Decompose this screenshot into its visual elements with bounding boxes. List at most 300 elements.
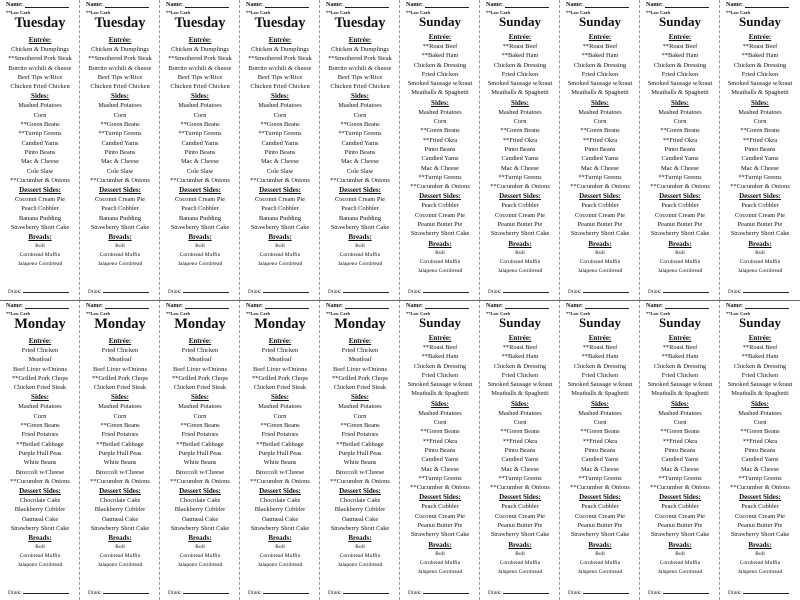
menu-item-entrees[interactable]: Fried Chicken — [261, 347, 299, 354]
menu-item-desserts[interactable]: Coconut Cream Pie — [734, 211, 786, 219]
menu-item-sides[interactable]: **Turnip Greens — [418, 474, 462, 482]
menu-item-sides[interactable]: **Fried Okra — [742, 437, 778, 445]
drink-line[interactable] — [343, 589, 389, 594]
menu-item-desserts[interactable]: Strawberry Short Cake — [650, 230, 710, 238]
menu-item-entrees[interactable]: Meatloaf — [188, 356, 212, 364]
menu-item-entrees[interactable]: Chicken Fried Chicken — [90, 83, 150, 91]
menu-item-sides[interactable]: Corn — [433, 118, 447, 126]
menu-item-sides[interactable]: **Green Beans — [420, 127, 460, 135]
menu-item-entrees[interactable]: Meatballs & Spaghetti — [411, 390, 469, 398]
menu-item-entrees[interactable]: Meatballs & Spaghetti — [491, 390, 549, 398]
menu-item-sides[interactable]: Mashed Potatoes — [18, 102, 62, 110]
menu-item-breads[interactable]: Cornbread Muffin — [19, 553, 61, 560]
menu-item-entrees[interactable]: Chicken & Dressing — [493, 362, 547, 370]
menu-item-breads[interactable]: Cornbread Muffin — [259, 252, 301, 259]
menu-item-desserts[interactable]: Peach Cobbler — [21, 205, 59, 213]
name-line[interactable] — [585, 2, 629, 8]
menu-item-desserts[interactable]: Coconut Cream Pie — [574, 211, 626, 219]
menu-item-sides[interactable]: **Cucumber & Onions — [650, 484, 710, 492]
menu-item-desserts[interactable]: Coconut Cream Pie — [174, 196, 226, 204]
menu-item-entrees[interactable]: **Smothered Pork Steak — [88, 55, 152, 63]
menu-item-sides[interactable]: Pinto Beans — [744, 145, 776, 153]
menu-item-entrees[interactable]: **Baked Ham — [501, 353, 539, 361]
menu-item-sides[interactable]: **Turnip Greens — [418, 173, 462, 181]
menu-item-sides[interactable]: Corn — [593, 118, 607, 126]
menu-item-breads[interactable]: Roll — [515, 550, 525, 557]
menu-item-desserts[interactable]: Coconut Cream Pie — [14, 196, 66, 204]
menu-item-entrees[interactable]: Meatballs & Spaghetti — [651, 390, 709, 398]
menu-item-sides[interactable]: Mashed Potatoes — [658, 409, 702, 417]
menu-item-desserts[interactable]: Strawberry Short Cake — [90, 525, 150, 533]
menu-item-sides[interactable]: Mashed Potatoes — [418, 108, 462, 116]
menu-item-desserts[interactable]: Coconut Cream Pie — [494, 211, 546, 219]
name-line[interactable] — [505, 2, 549, 8]
menu-item-sides[interactable]: **Green Beans — [20, 422, 60, 430]
menu-item-entrees[interactable]: Beef Tips w/Rice — [97, 73, 143, 81]
menu-item-desserts[interactable]: Oatmeal Cake — [181, 515, 219, 523]
menu-item-sides[interactable]: Mashed Potatoes — [258, 403, 302, 411]
menu-item-sides[interactable]: **Green Beans — [660, 428, 700, 436]
menu-item-sides[interactable]: Broccoli w/Cheese — [95, 468, 145, 476]
menu-item-sides[interactable]: Mashed Potatoes — [738, 108, 782, 116]
menu-item-desserts[interactable]: Peach Cobbler — [581, 202, 619, 210]
menu-item-sides[interactable]: Broccoli w/Cheese — [15, 468, 65, 476]
menu-item-sides[interactable]: White Beans — [263, 459, 297, 467]
menu-item-entrees[interactable]: Meatloaf — [28, 356, 52, 364]
menu-item-sides[interactable]: **Cucumber & Onions — [730, 484, 790, 492]
menu-item-entrees[interactable]: Chicken & Dressing — [653, 362, 707, 370]
menu-item-sides[interactable]: Mac & Cheese — [261, 158, 299, 166]
menu-item-sides[interactable]: Pinto Beans — [664, 145, 696, 153]
menu-item-sides[interactable]: Corn — [193, 111, 207, 119]
menu-item-sides[interactable]: Mashed Potatoes — [338, 102, 382, 110]
menu-item-sides[interactable]: Mac & Cheese — [181, 158, 219, 166]
menu-item-entrees[interactable]: **Smothered Pork Steak — [8, 55, 72, 63]
menu-item-sides[interactable]: **Green Beans — [180, 121, 220, 129]
menu-item-sides[interactable]: **Cucumber & Onions — [10, 477, 70, 485]
menu-item-entrees[interactable]: **Roast Beef — [502, 344, 538, 351]
drink-line[interactable] — [103, 589, 149, 594]
menu-item-sides[interactable]: Candied Yams — [661, 155, 699, 163]
menu-item-desserts[interactable]: Strawberry Short Cake — [570, 230, 630, 238]
menu-item-sides[interactable]: Mashed Potatoes — [258, 102, 302, 110]
menu-item-entrees[interactable]: Chicken & Dumplings — [11, 46, 69, 53]
menu-item-breads[interactable]: Jalapeno Cornbread — [737, 568, 783, 575]
menu-item-sides[interactable]: Mashed Potatoes — [578, 409, 622, 417]
menu-item-entrees[interactable]: Burrito w/chili & cheese — [88, 64, 152, 72]
name-line[interactable] — [105, 303, 149, 309]
menu-item-sides[interactable]: Pinto Beans — [504, 145, 536, 153]
menu-item-breads[interactable]: Roll — [35, 243, 45, 250]
menu-item-entrees[interactable]: Fried Chicken — [501, 371, 539, 379]
menu-item-sides[interactable]: White Beans — [23, 459, 57, 467]
menu-item-sides[interactable]: **Green Beans — [100, 121, 140, 129]
menu-item-entrees[interactable]: Beef Liver w/Onions — [173, 365, 227, 373]
menu-item-sides[interactable]: Candied Yams — [501, 155, 539, 163]
menu-item-entrees[interactable]: **Smothered Pork Steak — [328, 55, 392, 63]
menu-item-desserts[interactable]: Peanut Butter Pie — [577, 221, 623, 229]
menu-item-entrees[interactable]: Meatballs & Spaghetti — [571, 390, 629, 398]
menu-item-entrees[interactable]: Fried Chicken — [741, 70, 779, 78]
menu-item-sides[interactable]: Fried Potatoes — [341, 431, 379, 439]
menu-item-entrees[interactable]: Chicken & Dumplings — [91, 46, 149, 53]
menu-item-sides[interactable]: Mac & Cheese — [581, 164, 619, 172]
menu-item-breads[interactable]: Jalapeno Cornbread — [417, 267, 463, 274]
menu-item-desserts[interactable]: Peanut Butter Pie — [497, 522, 543, 530]
menu-item-breads[interactable]: Cornbread Muffin — [579, 258, 621, 265]
menu-item-entrees[interactable]: **Smothered Pork Steak — [248, 55, 312, 63]
menu-item-sides[interactable]: **Cucumber & Onions — [490, 484, 550, 492]
menu-item-sides[interactable]: Purple Hull Peas — [18, 449, 62, 457]
menu-item-sides[interactable]: Candied Yams — [421, 456, 459, 464]
menu-item-sides[interactable]: Candied Yams — [261, 139, 299, 147]
menu-item-sides[interactable]: Corn — [353, 412, 367, 420]
name-line[interactable] — [745, 303, 789, 309]
drink-line[interactable] — [263, 288, 309, 293]
menu-item-breads[interactable]: Roll — [595, 550, 605, 557]
menu-item-sides[interactable]: Pinto Beans — [264, 148, 296, 156]
menu-item-sides[interactable]: **Boiled Cabbage — [336, 440, 384, 448]
menu-item-entrees[interactable]: Meatballs & Spaghetti — [571, 89, 629, 97]
menu-item-desserts[interactable]: Peach Cobbler — [341, 205, 379, 213]
menu-item-entrees[interactable]: **Roast Beef — [662, 43, 698, 50]
menu-item-desserts[interactable]: Chocolate Cake — [339, 497, 381, 505]
menu-item-entrees[interactable]: Burrito w/chili & cheese — [248, 64, 312, 72]
menu-item-breads[interactable]: Roll — [35, 544, 45, 551]
menu-item-sides[interactable]: Corn — [113, 412, 127, 420]
menu-item-sides[interactable]: **Cucumber & Onions — [410, 484, 470, 492]
menu-item-breads[interactable]: Cornbread Muffin — [579, 559, 621, 566]
menu-item-desserts[interactable]: Peach Cobbler — [661, 202, 699, 210]
menu-item-entrees[interactable]: Beef Tips w/Rice — [337, 73, 383, 81]
menu-item-entrees[interactable]: Chicken Fried Chicken — [170, 83, 230, 91]
menu-item-desserts[interactable]: Blackberry Cobbler — [174, 506, 226, 514]
menu-item-sides[interactable]: Mashed Potatoes — [738, 409, 782, 417]
menu-item-sides[interactable]: Mac & Cheese — [501, 164, 539, 172]
menu-item-entrees[interactable]: Chicken & Dumplings — [331, 46, 389, 53]
menu-item-sides[interactable]: Purple Hull Peas — [258, 449, 302, 457]
menu-item-sides[interactable]: **Cucumber & Onions — [10, 176, 70, 184]
menu-item-desserts[interactable]: Peanut Butter Pie — [657, 221, 703, 229]
menu-item-entrees[interactable]: Meatballs & Spaghetti — [411, 89, 469, 97]
menu-item-sides[interactable]: Mashed Potatoes — [98, 102, 142, 110]
menu-item-sides[interactable]: **Cucumber & Onions — [330, 477, 390, 485]
drink-line[interactable] — [263, 589, 309, 594]
menu-item-sides[interactable]: **Cucumber & Onions — [490, 183, 550, 191]
menu-item-entrees[interactable]: Meatballs & Spaghetti — [651, 89, 709, 97]
menu-item-sides[interactable]: **Green Beans — [420, 428, 460, 436]
menu-item-entrees[interactable]: Fried Chicken — [581, 70, 619, 78]
menu-item-desserts[interactable]: Coconut Cream Pie — [254, 196, 306, 204]
menu-item-desserts[interactable]: Strawberry Short Cake — [90, 224, 150, 232]
menu-item-sides[interactable]: **Fried Okra — [662, 437, 698, 445]
menu-item-sides[interactable]: Fried Potatoes — [261, 431, 299, 439]
menu-item-desserts[interactable]: Oatmeal Cake — [21, 515, 59, 523]
menu-item-breads[interactable]: Roll — [755, 550, 765, 557]
menu-item-breads[interactable]: Roll — [195, 243, 205, 250]
menu-item-sides[interactable]: Mac & Cheese — [421, 465, 459, 473]
menu-item-entrees[interactable]: Beef Liver w/Onions — [93, 365, 147, 373]
menu-item-desserts[interactable]: Peach Cobbler — [421, 202, 459, 210]
menu-item-desserts[interactable]: Oatmeal Cake — [101, 515, 139, 523]
menu-item-sides[interactable]: Purple Hull Peas — [178, 449, 222, 457]
menu-item-sides[interactable]: **Green Beans — [580, 127, 620, 135]
menu-item-entrees[interactable]: Chicken & Dumplings — [251, 46, 309, 53]
menu-item-sides[interactable]: Candied Yams — [581, 456, 619, 464]
menu-item-desserts[interactable]: Chocolate Cake — [19, 497, 61, 505]
menu-item-sides[interactable]: **Turnip Greens — [738, 474, 782, 482]
menu-item-sides[interactable]: **Green Beans — [20, 121, 60, 129]
menu-item-desserts[interactable]: Chocolate Cake — [179, 497, 221, 505]
menu-item-breads[interactable]: Roll — [115, 243, 125, 250]
menu-item-sides[interactable]: Corn — [753, 118, 767, 126]
menu-item-sides[interactable]: Corn — [353, 111, 367, 119]
menu-item-breads[interactable]: Cornbread Muffin — [499, 258, 541, 265]
name-line[interactable] — [25, 303, 69, 309]
menu-item-sides[interactable]: Cole Slaw — [106, 167, 134, 175]
menu-item-sides[interactable]: Candied Yams — [101, 139, 139, 147]
menu-item-desserts[interactable]: Coconut Cream Pie — [334, 196, 386, 204]
menu-item-breads[interactable]: Roll — [435, 550, 445, 557]
menu-item-breads[interactable]: Cornbread Muffin — [499, 559, 541, 566]
menu-item-desserts[interactable]: Peach Cobbler — [581, 503, 619, 511]
menu-item-desserts[interactable]: Peach Cobbler — [741, 202, 779, 210]
menu-item-desserts[interactable]: Strawberry Short Cake — [570, 531, 630, 539]
menu-item-sides[interactable]: Corn — [273, 111, 287, 119]
menu-item-sides[interactable]: Mashed Potatoes — [578, 108, 622, 116]
menu-item-entrees[interactable]: **Baked Ham — [581, 353, 619, 361]
menu-item-entrees[interactable]: Fried Chicken — [581, 371, 619, 379]
menu-item-sides[interactable]: Broccoli w/Cheese — [335, 468, 385, 476]
menu-item-desserts[interactable]: Peach Cobbler — [501, 202, 539, 210]
drink-line[interactable] — [23, 288, 69, 293]
menu-item-sides[interactable]: Corn — [513, 419, 527, 427]
menu-item-breads[interactable]: Cornbread Muffin — [99, 252, 141, 259]
menu-item-sides[interactable]: **Fried Okra — [662, 136, 698, 144]
menu-item-breads[interactable]: Jalapeno Cornbread — [657, 568, 703, 575]
menu-item-entrees[interactable]: **Baked Ham — [421, 353, 459, 361]
drink-line[interactable] — [423, 288, 469, 293]
menu-item-entrees[interactable]: Smoked Sausage w/kraut — [487, 80, 553, 88]
menu-item-sides[interactable]: Candied Yams — [21, 139, 59, 147]
menu-item-sides[interactable]: Corn — [273, 412, 287, 420]
menu-item-entrees[interactable]: Chicken & Dressing — [733, 61, 787, 69]
menu-item-entrees[interactable]: Burrito w/chili & cheese — [168, 64, 232, 72]
menu-item-breads[interactable]: Roll — [675, 550, 685, 557]
menu-item-sides[interactable]: **Green Beans — [260, 422, 300, 430]
menu-item-sides[interactable]: Candied Yams — [661, 456, 699, 464]
drink-line[interactable] — [183, 288, 229, 293]
menu-item-sides[interactable]: Corn — [513, 118, 527, 126]
menu-item-entrees[interactable]: **Roast Beef — [742, 344, 778, 351]
menu-item-entrees[interactable]: Fried Chicken — [661, 70, 699, 78]
menu-item-sides[interactable]: Mac & Cheese — [421, 164, 459, 172]
drink-line[interactable] — [583, 589, 629, 594]
drink-line[interactable] — [583, 288, 629, 293]
menu-item-sides[interactable]: White Beans — [343, 459, 377, 467]
menu-item-sides[interactable]: Cole Slaw — [346, 167, 374, 175]
menu-item-entrees[interactable]: Smoked Sausage w/kraut — [727, 80, 793, 88]
menu-item-breads[interactable]: Cornbread Muffin — [259, 553, 301, 560]
menu-item-entrees[interactable]: Smoked Sausage w/kraut — [567, 80, 633, 88]
menu-item-entrees[interactable]: Meatballs & Spaghetti — [491, 89, 549, 97]
menu-item-entrees[interactable]: Meatballs & Spaghetti — [731, 89, 789, 97]
menu-item-desserts[interactable]: Coconut Cream Pie — [574, 512, 626, 520]
menu-item-breads[interactable]: Roll — [355, 243, 365, 250]
menu-item-breads[interactable]: Cornbread Muffin — [659, 258, 701, 265]
menu-item-sides[interactable]: Broccoli w/Cheese — [175, 468, 225, 476]
menu-item-desserts[interactable]: Banana Pudding — [258, 214, 302, 222]
menu-item-entrees[interactable]: Meatloaf — [348, 356, 372, 364]
menu-item-entrees[interactable]: **Roast Beef — [582, 344, 618, 351]
name-line[interactable] — [185, 303, 229, 309]
menu-item-sides[interactable]: Fried Potatoes — [101, 431, 139, 439]
menu-item-entrees[interactable]: **Baked Ham — [501, 52, 539, 60]
name-line[interactable] — [425, 303, 469, 309]
menu-item-sides[interactable]: **Green Beans — [740, 127, 780, 135]
menu-item-entrees[interactable]: Meatloaf — [108, 356, 132, 364]
menu-item-entrees[interactable]: **Baked Ham — [741, 52, 779, 60]
menu-item-sides[interactable]: **Boiled Cabbage — [16, 440, 64, 448]
menu-item-sides[interactable]: **Boiled Cabbage — [96, 440, 144, 448]
menu-item-sides[interactable]: **Turnip Greens — [338, 130, 382, 138]
menu-item-desserts[interactable]: Strawberry Short Cake — [730, 531, 790, 539]
menu-item-sides[interactable]: Candied Yams — [581, 155, 619, 163]
menu-item-breads[interactable]: Roll — [595, 249, 605, 256]
menu-item-desserts[interactable]: Strawberry Short Cake — [10, 525, 70, 533]
menu-item-desserts[interactable]: Strawberry Short Cake — [250, 525, 310, 533]
menu-item-breads[interactable]: Roll — [675, 249, 685, 256]
name-line[interactable] — [265, 2, 309, 8]
menu-item-entrees[interactable]: Chicken & Dressing — [733, 362, 787, 370]
drink-line[interactable] — [103, 288, 149, 293]
menu-item-sides[interactable]: **Green Beans — [580, 428, 620, 436]
menu-item-sides[interactable]: **Cucumber & Onions — [250, 477, 310, 485]
menu-item-sides[interactable]: Mac & Cheese — [581, 465, 619, 473]
menu-item-sides[interactable]: **Green Beans — [500, 428, 540, 436]
menu-item-desserts[interactable]: Peach Cobbler — [501, 503, 539, 511]
menu-item-entrees[interactable]: Smoked Sausage w/kraut — [407, 381, 473, 389]
menu-item-breads[interactable]: Jalapeno Cornbread — [97, 562, 143, 569]
menu-item-sides[interactable]: **Green Beans — [340, 121, 380, 129]
menu-item-sides[interactable]: Mac & Cheese — [661, 465, 699, 473]
menu-item-desserts[interactable]: Oatmeal Cake — [261, 515, 299, 523]
menu-item-sides[interactable]: Corn — [33, 111, 47, 119]
menu-item-entrees[interactable]: Chicken Fried Steak — [173, 384, 227, 392]
menu-item-sides[interactable]: **Green Beans — [660, 127, 700, 135]
menu-item-entrees[interactable]: Chicken & Dressing — [413, 362, 467, 370]
name-line[interactable] — [665, 2, 709, 8]
menu-item-sides[interactable]: **Cucumber & Onions — [570, 484, 630, 492]
menu-item-sides[interactable]: Pinto Beans — [344, 148, 376, 156]
menu-item-sides[interactable]: Fried Potatoes — [21, 431, 59, 439]
menu-item-breads[interactable]: Cornbread Muffin — [659, 559, 701, 566]
menu-item-breads[interactable]: Roll — [275, 243, 285, 250]
menu-item-entrees[interactable]: Fried Chicken — [421, 371, 459, 379]
menu-item-sides[interactable]: Pinto Beans — [104, 148, 136, 156]
menu-item-entrees[interactable]: Chicken & Dressing — [653, 61, 707, 69]
name-line[interactable] — [345, 303, 389, 309]
menu-item-sides[interactable]: **Cucumber & Onions — [170, 176, 230, 184]
drink-line[interactable] — [503, 589, 549, 594]
menu-item-desserts[interactable]: Coconut Cream Pie — [414, 512, 466, 520]
name-line[interactable] — [745, 2, 789, 8]
menu-item-breads[interactable]: Jalapeno Cornbread — [737, 267, 783, 274]
menu-item-breads[interactable]: Jalapeno Cornbread — [257, 562, 303, 569]
menu-item-sides[interactable]: Corn — [193, 412, 207, 420]
menu-item-entrees[interactable]: Smoked Sausage w/kraut — [727, 381, 793, 389]
menu-item-sides[interactable]: Cole Slaw — [26, 167, 54, 175]
menu-item-entrees[interactable]: Chicken Fried Steak — [93, 384, 147, 392]
menu-item-breads[interactable]: Jalapeno Cornbread — [177, 562, 223, 569]
menu-item-desserts[interactable]: Peanut Butter Pie — [497, 221, 543, 229]
menu-item-desserts[interactable]: Blackberry Cobbler — [334, 506, 386, 514]
menu-item-desserts[interactable]: Banana Pudding — [98, 214, 142, 222]
menu-item-desserts[interactable]: Strawberry Short Cake — [650, 531, 710, 539]
menu-item-sides[interactable]: Candied Yams — [741, 155, 779, 163]
menu-item-desserts[interactable]: Blackberry Cobbler — [14, 506, 66, 514]
menu-item-entrees[interactable]: Burrito w/chili & cheese — [8, 64, 72, 72]
menu-item-entrees[interactable]: Fried Chicken — [21, 347, 59, 354]
menu-item-entrees[interactable]: Chicken Fried Chicken — [330, 83, 390, 91]
menu-item-breads[interactable]: Jalapeno Cornbread — [97, 261, 143, 268]
menu-item-entrees[interactable]: Smoked Sausage w/kraut — [647, 381, 713, 389]
menu-item-entrees[interactable]: Fried Chicken — [181, 347, 219, 354]
menu-item-entrees[interactable]: Fried Chicken — [341, 347, 379, 354]
menu-item-sides[interactable]: **Fried Okra — [742, 136, 778, 144]
menu-item-desserts[interactable]: Peach Cobbler — [101, 205, 139, 213]
menu-item-sides[interactable]: Pinto Beans — [744, 446, 776, 454]
menu-item-sides[interactable]: Candied Yams — [181, 139, 219, 147]
menu-item-sides[interactable]: Mashed Potatoes — [338, 403, 382, 411]
menu-item-sides[interactable]: **Fried Okra — [582, 136, 618, 144]
menu-item-entrees[interactable]: Fried Chicken — [661, 371, 699, 379]
menu-item-entrees[interactable]: **Grilled Pork Chops — [331, 374, 389, 382]
name-line[interactable] — [265, 303, 309, 309]
menu-item-entrees[interactable]: Beef Tips w/Rice — [257, 73, 303, 81]
menu-item-sides[interactable]: **Cucumber & Onions — [650, 183, 710, 191]
menu-item-sides[interactable]: Mashed Potatoes — [178, 403, 222, 411]
menu-item-sides[interactable]: Corn — [673, 419, 687, 427]
menu-item-desserts[interactable]: Peanut Butter Pie — [417, 522, 463, 530]
menu-item-entrees[interactable]: Beef Tips w/Rice — [177, 73, 223, 81]
menu-item-entrees[interactable]: Chicken & Dumplings — [171, 46, 229, 53]
menu-item-entrees[interactable]: **Roast Beef — [662, 344, 698, 351]
menu-item-sides[interactable]: **Turnip Greens — [738, 173, 782, 181]
menu-item-breads[interactable]: Roll — [515, 249, 525, 256]
menu-item-sides[interactable]: Mac & Cheese — [341, 158, 379, 166]
menu-item-breads[interactable]: Roll — [435, 249, 445, 256]
menu-item-desserts[interactable]: Banana Pudding — [178, 214, 222, 222]
menu-item-entrees[interactable]: Smoked Sausage w/kraut — [407, 80, 473, 88]
drink-line[interactable] — [183, 589, 229, 594]
menu-item-entrees[interactable]: **Roast Beef — [502, 43, 538, 50]
menu-item-desserts[interactable]: Peanut Butter Pie — [577, 522, 623, 530]
menu-item-sides[interactable]: Mac & Cheese — [501, 465, 539, 473]
menu-item-sides[interactable]: Corn — [113, 111, 127, 119]
menu-item-entrees[interactable]: Chicken Fried Chicken — [250, 83, 310, 91]
menu-item-desserts[interactable]: Coconut Cream Pie — [94, 196, 146, 204]
menu-item-sides[interactable]: **Fried Okra — [502, 136, 538, 144]
menu-item-sides[interactable]: **Cucumber & Onions — [410, 183, 470, 191]
menu-item-sides[interactable]: Pinto Beans — [424, 446, 456, 454]
menu-item-entrees[interactable]: Beef Liver w/Onions — [253, 365, 307, 373]
menu-item-entrees[interactable]: **Baked Ham — [741, 353, 779, 361]
menu-item-sides[interactable]: Purple Hull Peas — [338, 449, 382, 457]
menu-item-desserts[interactable]: Peanut Butter Pie — [657, 522, 703, 530]
menu-item-sides[interactable]: **Fried Okra — [502, 437, 538, 445]
menu-item-sides[interactable]: Corn — [673, 118, 687, 126]
